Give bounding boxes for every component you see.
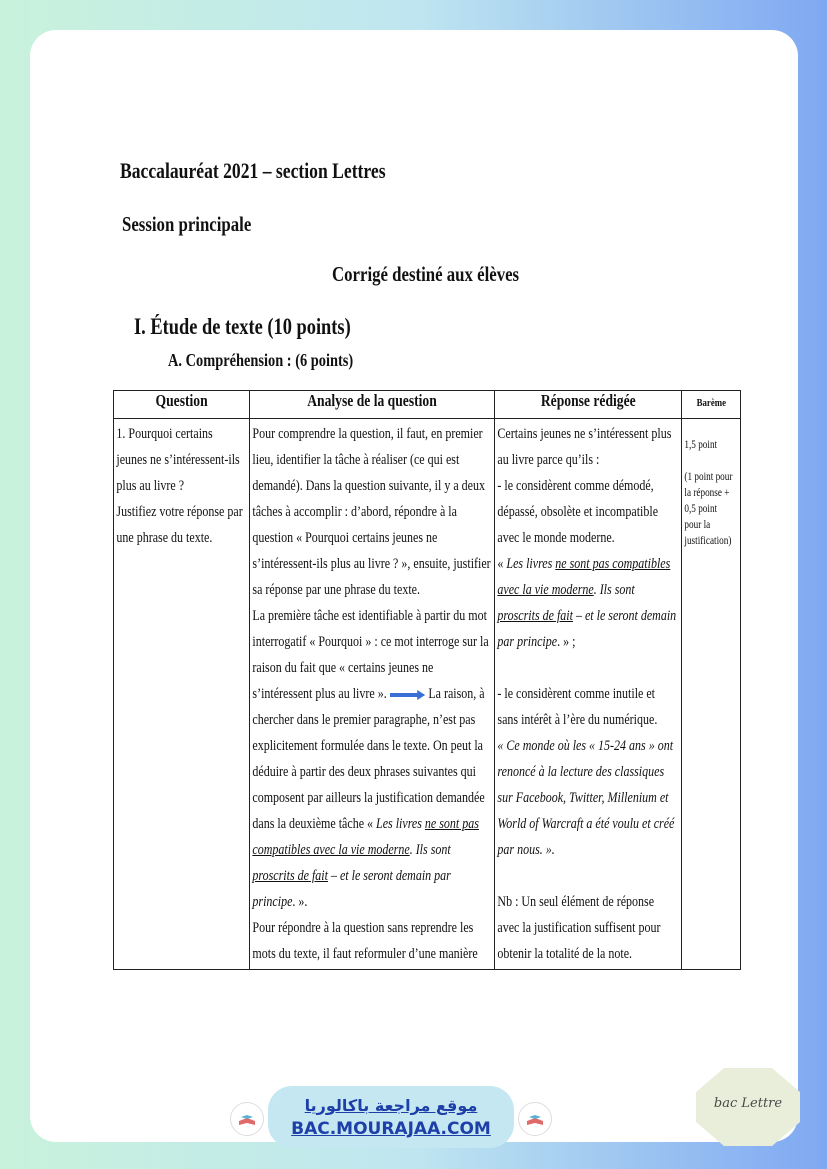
correction-table: [113, 390, 741, 970]
header-answer: Réponse rédigée: [495, 391, 682, 419]
table-row: [114, 419, 741, 970]
analysis-cell: Pour comprendre la question, il faut, en premier lieu, identifier la tâche à réaliser (ce qui est demandé). Dans la question suivante, il y a deux tâches à accomplir : d’abord, répondre à la question « Pourquoi certains jeunes ne s’intéressent-ils plus au livre ? », ensuite, justifier sa réponse par une phrase du texte. La première tâche est identifiable à partir du mot interrogatif « Pourquoi » : ce mot interroge sur la raison du fait que « certains jeunes ne s’intéressent plus au livre ». La raison, à chercher dans le premier paragraphe, n’est pas explicitement formulée dans le texte. On peut la déduire à partir des deux phrases suivantes qui composent par ailleurs la justification demandée dans la deuxième tâche « Les livres ne sont pas compatibles avec la vie moderne. Ils sont proscrits de fait – et le seront demain par principe. ». Pour répondre à la question sans reprendre les mots du texte, il faut reformuler d’une manière: [250, 419, 495, 970]
arrow-right-icon: [390, 690, 425, 700]
table-header-row: [114, 391, 741, 419]
exam-title: Baccalauréat 2021 – section Lettres: [120, 158, 386, 183]
question-cell: 1. Pourquoi certains jeunes ne s’intéressent-ils plus au livre ? Justifiez votre réponse par une phrase du texte.: [114, 419, 250, 970]
book-icon: [231, 1103, 263, 1135]
subsection-heading: A. Compréhension : (6 points): [168, 350, 354, 370]
site-name-arabic[interactable]: موقع مراجعة باكالوريا: [304, 1096, 478, 1115]
header-question: Question: [114, 391, 250, 419]
session-label: Session principale: [122, 212, 252, 236]
right-book-logo: [518, 1102, 552, 1136]
header-bareme: Barème: [682, 391, 741, 419]
document-subtitle: Corrigé destiné aux élèves: [332, 262, 520, 286]
book-icon: [519, 1103, 551, 1135]
section-heading: I. Étude de texte (10 points): [134, 314, 351, 339]
bac-lettre-logo: bac Lettre: [694, 1066, 802, 1148]
bareme-cell: 1,5 point (1 point pour la réponse + 0,5 point pour la justification): [682, 419, 741, 970]
document-page: [30, 30, 798, 1142]
header-analysis: Analyse de la question: [250, 391, 495, 419]
site-url-link[interactable]: BAC.MOURAJAA.COM: [291, 1119, 491, 1139]
answer-cell: Certains jeunes ne s’intéressent plus au livre parce qu’ils : - le considèrent comme démodé, dépassé, obsolète et incompatible avec le monde moderne. « Les livres ne sont pas compatibles avec la vie moderne. Ils sont proscrits de fait – et le seront demain par principe. » ; - le considèrent comme inutile et sans intérêt à l’ère du numérique. « Ce monde où les « 15-24 ans » ont renoncé à la lecture des classiques sur Facebook, Twitter, Millenium et World of Warcraft a été voulu et créé par nous. ». Nb : Un seul élément de réponse avec la justification suffisent pour obtenir la totalité de la note.: [495, 419, 682, 970]
left-book-logo: [230, 1102, 264, 1136]
footer-site-banner[interactable]: [268, 1086, 514, 1148]
